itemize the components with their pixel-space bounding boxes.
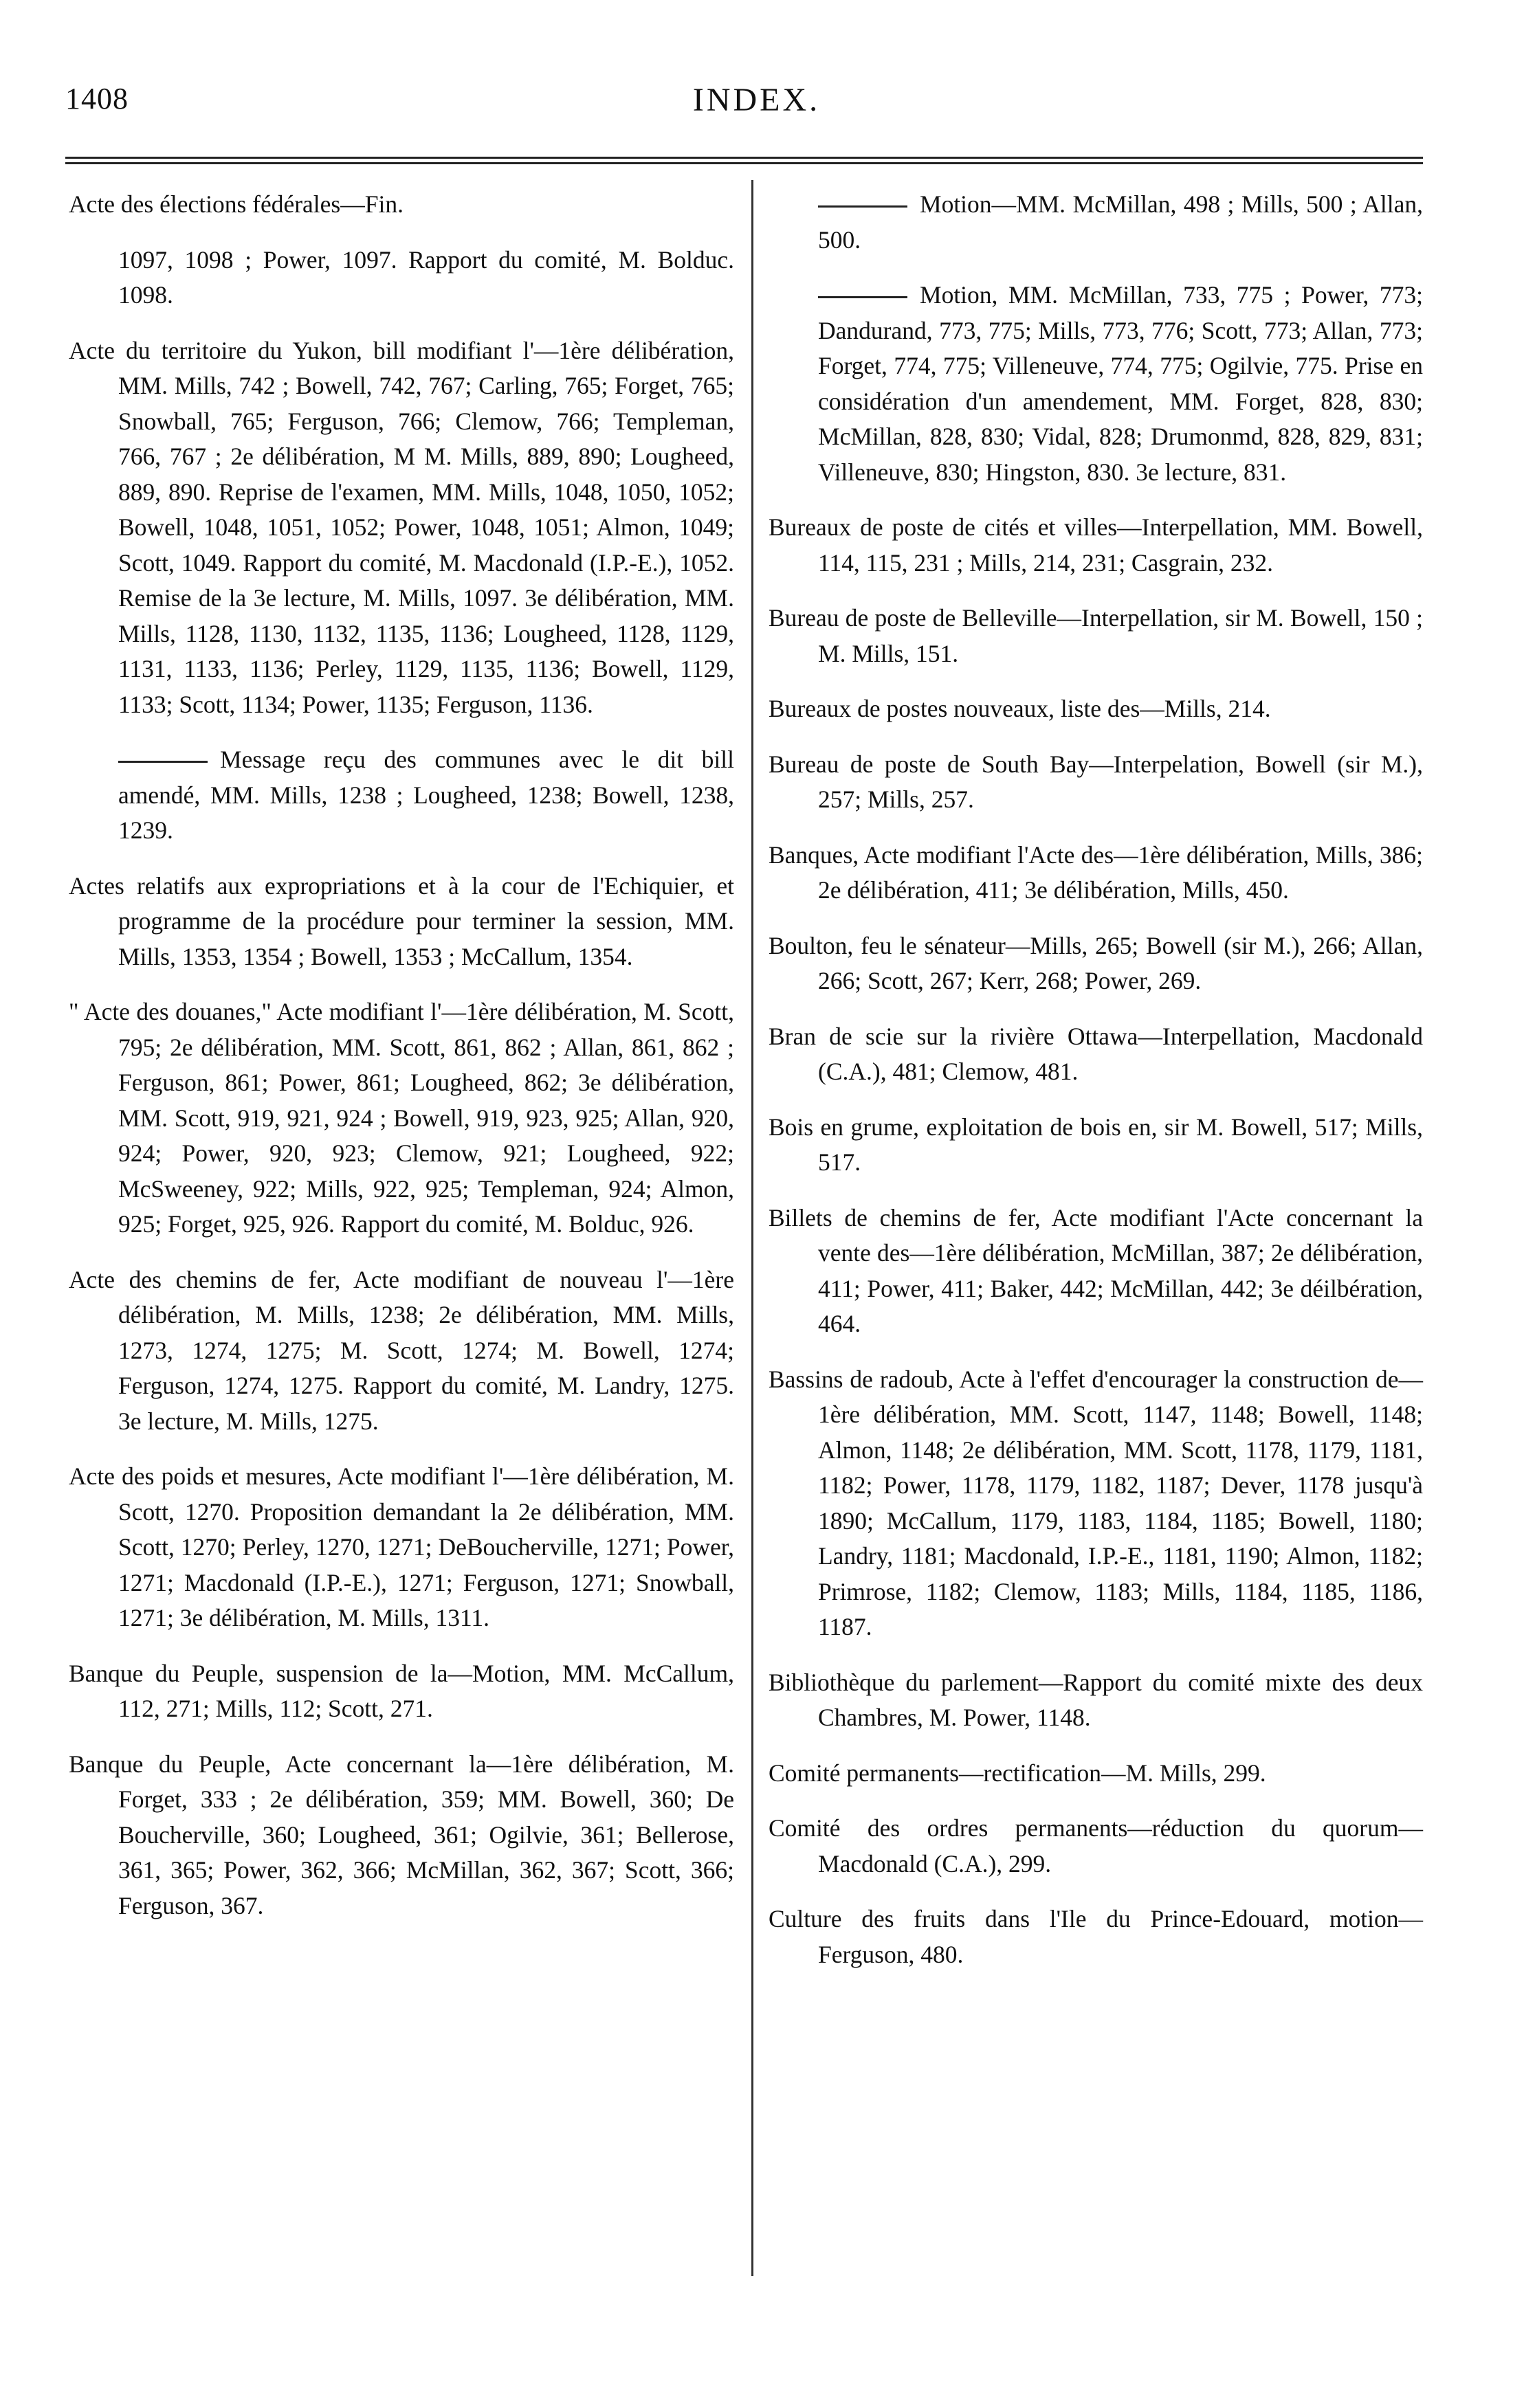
index-entry: [769, 187, 1423, 258]
index-entry-text: Bran de scie sur la rivière Ottawa—Interpellation, Macdonald (C.A.), 481; Clemow, 481.: [769, 1022, 1423, 1085]
index-column-right: [769, 187, 1423, 1992]
index-entry-text: Acte des chemins de fer, Acte modifiant de nouveau l'—1ère délibération, M. Mills, 1238; 2e délibération, MM. Mills, 1273, 1274, 1275; M. Scott, 1274; M. Bowell, 1274; Ferguson, 1274, 1275. Rapport du comité, M. Landry, 1275. 3e lecture, M. Mills, 1275.: [69, 1265, 734, 1435]
index-entry: [769, 1665, 1423, 1736]
index-entry-text: Message reçu des communes avec le dit bill amendé, MM. Mills, 1238 ; Lougheed, 1238; Bowell, 1238, 1239.: [118, 746, 734, 844]
index-entry: [769, 691, 1423, 727]
index-entry-text: Banques, Acte modifiant l'Acte des—1ère délibération, Mills, 386; 2e délibération, 411; 3e délibération, Mills, 450.: [769, 840, 1423, 904]
index-entry: [769, 1110, 1423, 1181]
index-entry-text: Banque du Peuple, suspension de la—Motion, MM. McCallum, 112, 271; Mills, 112; Scott, 271.: [69, 1659, 734, 1722]
sub-entry-dash: [818, 296, 907, 298]
column-divider: [751, 180, 753, 2276]
index-entry-text: Bibliothèque du parlement—Rapport du comité mixte des deux Chambres, M. Power, 1148.: [769, 1668, 1423, 1731]
index-entry-text: Boulton, feu le sénateur—Mills, 265; Bowell (sir M.), 266; Allan, 266; Scott, 267; Kerr, 268; Power, 269.: [769, 931, 1423, 994]
index-entry-text: Bureaux de postes nouveaux, liste des—Mills, 214.: [769, 695, 1271, 722]
index-entry-text: Billets de chemins de fer, Acte modifiant l'Acte concernant la vente des—1ère délibération, McMillan, 387; 2e délibération, 411; Power, 411; Baker, 442; McMillan, 442; 3e déilbération, 464.: [769, 1203, 1423, 1337]
index-entry: [69, 333, 734, 723]
index-entry: [69, 1459, 734, 1636]
index-entry-text: Comité permanents—rectification—M. Mills, 299.: [769, 1759, 1266, 1787]
index-entry: [69, 1656, 734, 1727]
index-entry: [769, 278, 1423, 490]
index-entry-text: Acte du territoire du Yukon, bill modifiant l'—1ère délibération, MM. Mills, 742 ; Bowell, 742, 767; Carling, 765; Forget, 765; Snowball, 765; Ferguson, 766; Clemow, 766; Templeman, 766, 767 ; 2e délibération, M M. Mills, 889, 890; Lougheed, 889, 890. Reprise de l'examen, MM. Mills, 1048, 1050, 1052; Bowell, 1048, 1051, 1052; Power, 1048, 1051; Almon, 1049; Scott, 1049. Rapport du comité, M. Macdonald (I.P.-E.), 1052. Remise de la 3e lecture, M. Mills, 1097. 3e délibération, MM. Mills, 1128, 1130, 1132, 1135, 1136; Lougheed, 1128, 1129, 1131, 1133, 1136; Perley, 1129, 1135, 1136; Bowell, 1129, 1133; Scott, 1134; Power, 1135; Ferguson, 1136.: [69, 336, 734, 718]
index-entry: [769, 1902, 1423, 1972]
running-head: INDEX.: [692, 82, 821, 118]
sub-entry-dash: [818, 205, 907, 208]
index-entry: [769, 1811, 1423, 1882]
index-entry-text: Actes relatifs aux expropriations et à la cour de l'Echiquier, et programme de la procédure pour terminer la session, MM. Mills, 1353, 1354 ; Bowell, 1353 ; McCallum, 1354.: [69, 871, 734, 970]
sub-entry-dash: [118, 761, 208, 763]
index-entry: [69, 994, 734, 1242]
index-entry: [769, 510, 1423, 581]
index-entry-text: Culture des fruits dans l'Ile du Prince-Edouard, motion—Ferguson, 480.: [769, 1905, 1423, 1968]
index-entry: [769, 747, 1423, 818]
header-rule-bottom: [65, 162, 1423, 164]
index-entry: [769, 838, 1423, 908]
page-number: 1408: [65, 82, 129, 115]
index-column-left: [69, 187, 734, 1943]
index-entry-text: Acte des poids et mesures, Acte modifiant l'—1ère délibération, M. Scott, 1270. Proposition demandant la 2e délibération, MM. Scott, 1270; Perley, 1270, 1271; DeBoucherville, 1271; Power, 1271; Macdonald (I.P.-E.), 1271; Ferguson, 1271; Snowball, 1271; 3e délibération, M. Mills, 1311.: [69, 1462, 734, 1631]
index-entry-text: Motion—MM. McMillan, 498 ; Mills, 500 ; Allan, 500.: [818, 190, 1423, 254]
index-entry-text: Banque du Peuple, Acte concernant la—1ère délibération, M. Forget, 333 ; 2e délibération, 359; MM. Bowell, 360; De Boucherville, 360; Lougheed, 361; Ogilvie, 361; Bellerose, 361, 365; Power, 362, 366; McMillan, 362, 367; Scott, 366; Ferguson, 367.: [69, 1750, 734, 1919]
index-entry: [69, 243, 734, 313]
index-entry: [769, 1019, 1423, 1090]
index-entry-text: 1097, 1098 ; Power, 1097. Rapport du comité, M. Bolduc. 1098.: [118, 245, 734, 309]
index-entry-text: " Acte des douanes," Acte modifiant l'—1ère délibération, M. Scott, 795; 2e délibération, MM. Scott, 861, 862 ; Allan, 861, 862 ; Ferguson, 861; Power, 861; Lougheed, 862; 3e délibération, MM. Scott, 919, 921, 924 ; Bowell, 919, 923, 925; Allan, 920, 924; Power, 920, 923; Clemow, 921; Lougheed, 922; McSweeney, 922; Mills, 922, 925; Templeman, 924; Almon, 925; Forget, 925, 926. Rapport du comité, M. Bolduc, 926.: [69, 998, 734, 1238]
index-entry-text: Bureau de poste de Belleville—Interpellation, sir M. Bowell, 150 ; M. Mills, 151.: [769, 604, 1423, 667]
header-rule-top: [65, 157, 1423, 159]
index-entry-text: Acte des élections fédérales—Fin.: [69, 190, 404, 218]
index-entry: [769, 1201, 1423, 1342]
index-entry-text: Bois en grume, exploitation de bois en, sir M. Bowell, 517; Mills, 517.: [769, 1113, 1423, 1176]
index-entry: [69, 1747, 734, 1924]
index-entry: [769, 1362, 1423, 1645]
index-entry-text: Motion, MM. McMillan, 733, 775 ; Power, 773; Dandurand, 773, 775; Mills, 773, 776; Scott, 773; Allan, 773; Forget, 774, 775; Villeneuve, 774, 775; Ogilvie, 775. Prise en considération d'un amendement, MM. Forget, 828, 830; McMillan, 828, 830; Vidal, 828; Drumonmd, 828, 829, 831; Villeneuve, 830; Hingston, 830. 3e lecture, 831.: [818, 281, 1423, 486]
index-entry: [769, 601, 1423, 671]
index-entry-text: Comité des ordres permanents—réduction du quorum—Macdonald (C.A.), 299.: [769, 1814, 1423, 1877]
index-entry-text: Bureau de poste de South Bay—Interpelation, Bowell (sir M.), 257; Mills, 257.: [769, 750, 1423, 813]
index-entry: [69, 869, 734, 975]
index-entry: [69, 1262, 734, 1440]
index-entry: [769, 928, 1423, 999]
index-entry-text: Bureaux de poste de cités et villes—Interpellation, MM. Bowell, 114, 115, 231 ; Mills, 214, 231; Casgrain, 232.: [769, 513, 1423, 577]
index-entry: [769, 1756, 1423, 1792]
index-entry-text: Bassins de radoub, Acte à l'effet d'encourager la construction de—1ère délibération, MM. Scott, 1147, 1148; Bowell, 1148; Almon, 1148; 2e délibération, MM. Scott, 1178, 1179, 1181, 1182; Power, 1178, 1179, 1182, 1187; Dever, 1178 jusqu'à 1890; McCallum, 1179, 1183, 1184, 1185; Bowell, 1180; Landry, 1181; Macdonald, I.P.-E., 1181, 1190; Almon, 1182; Primrose, 1182; Clemow, 1183; Mills, 1184, 1185, 1186, 1187.: [769, 1365, 1423, 1640]
index-entry: [69, 742, 734, 849]
index-entry: [69, 187, 734, 223]
